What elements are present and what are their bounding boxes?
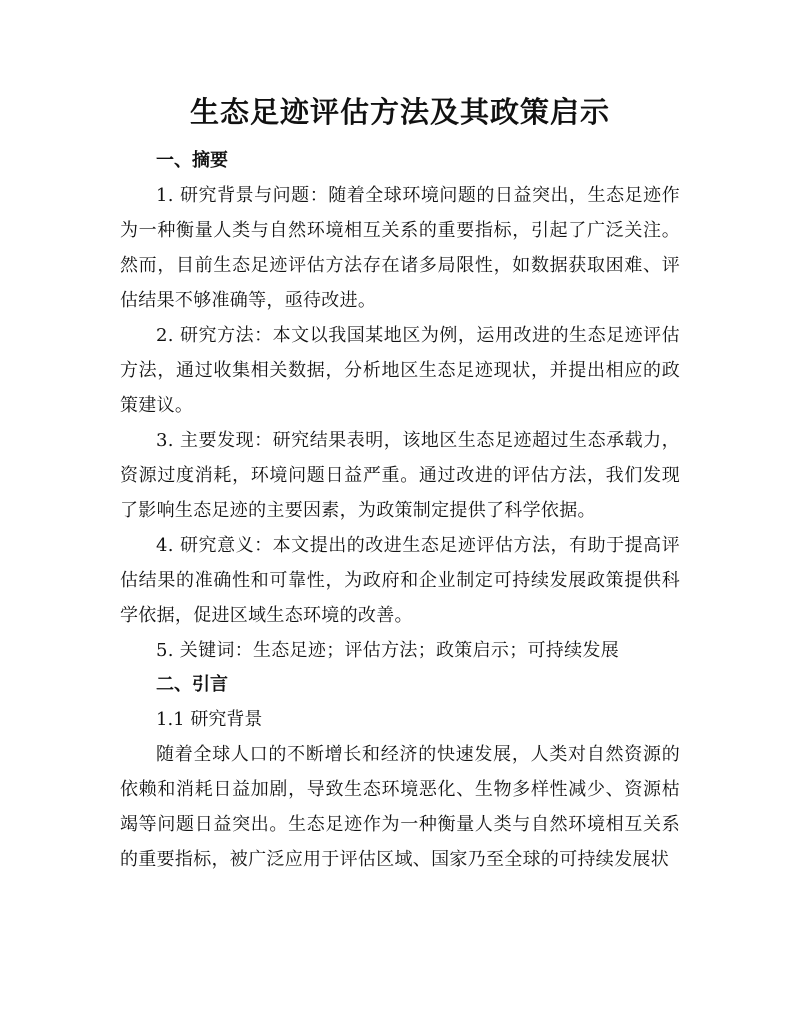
subsection-heading-background: 1.1 研究背景	[156, 709, 263, 730]
document-title: 生态足迹评估方法及其政策启示	[189, 95, 610, 129]
abstract-paragraph-4: 4. 研究意义：本文提出的改进生态足迹评估方法，有助于提高评估结果的准确性和可靠性，为政府和企业制定可持续发展政策提供科学依据，促进区域生态环境的改善。	[120, 535, 680, 626]
abstract-paragraph-3: 3. 主要发现：研究结果表明，该地区生态足迹超过生态承载力，资源过度消耗，环境问题日益严重。通过改进的评估方法，我们发现了影响生态足迹的主要因素，为政策制定提供了科学依据。	[120, 430, 680, 521]
introduction-paragraph-1: 随着全球人口的不断增长和经济的快速发展，人类对自然资源的依赖和消耗日益加剧，导致生态环境恶化、生物多样性减少、资源枯竭等问题日益突出。生态足迹作为一种衡量人类与自然环境相互关系的重要指标，被广泛应用于评估区域、国家乃至全球的可持续发展状	[120, 744, 680, 870]
abstract-keywords: 5. 关键词：生态足迹；评估方法；政策启示；可持续发展	[156, 640, 619, 661]
section-heading-abstract: 一、摘要	[156, 150, 228, 171]
abstract-paragraph-1: 1. 研究背景与问题：随着全球环境问题的日益突出，生态足迹作为一种衡量人类与自然环境相互关系的重要指标，引起了广泛关注。然而，目前生态足迹评估方法存在诸多局限性，如数据获取困难、评估结果不够准确等，亟待改进。	[120, 185, 680, 311]
abstract-paragraph-2: 2. 研究方法：本文以我国某地区为例，运用改进的生态足迹评估方法，通过收集相关数据，分析地区生态足迹现状，并提出相应的政策建议。	[120, 325, 680, 416]
section-heading-introduction: 二、引言	[156, 674, 228, 695]
